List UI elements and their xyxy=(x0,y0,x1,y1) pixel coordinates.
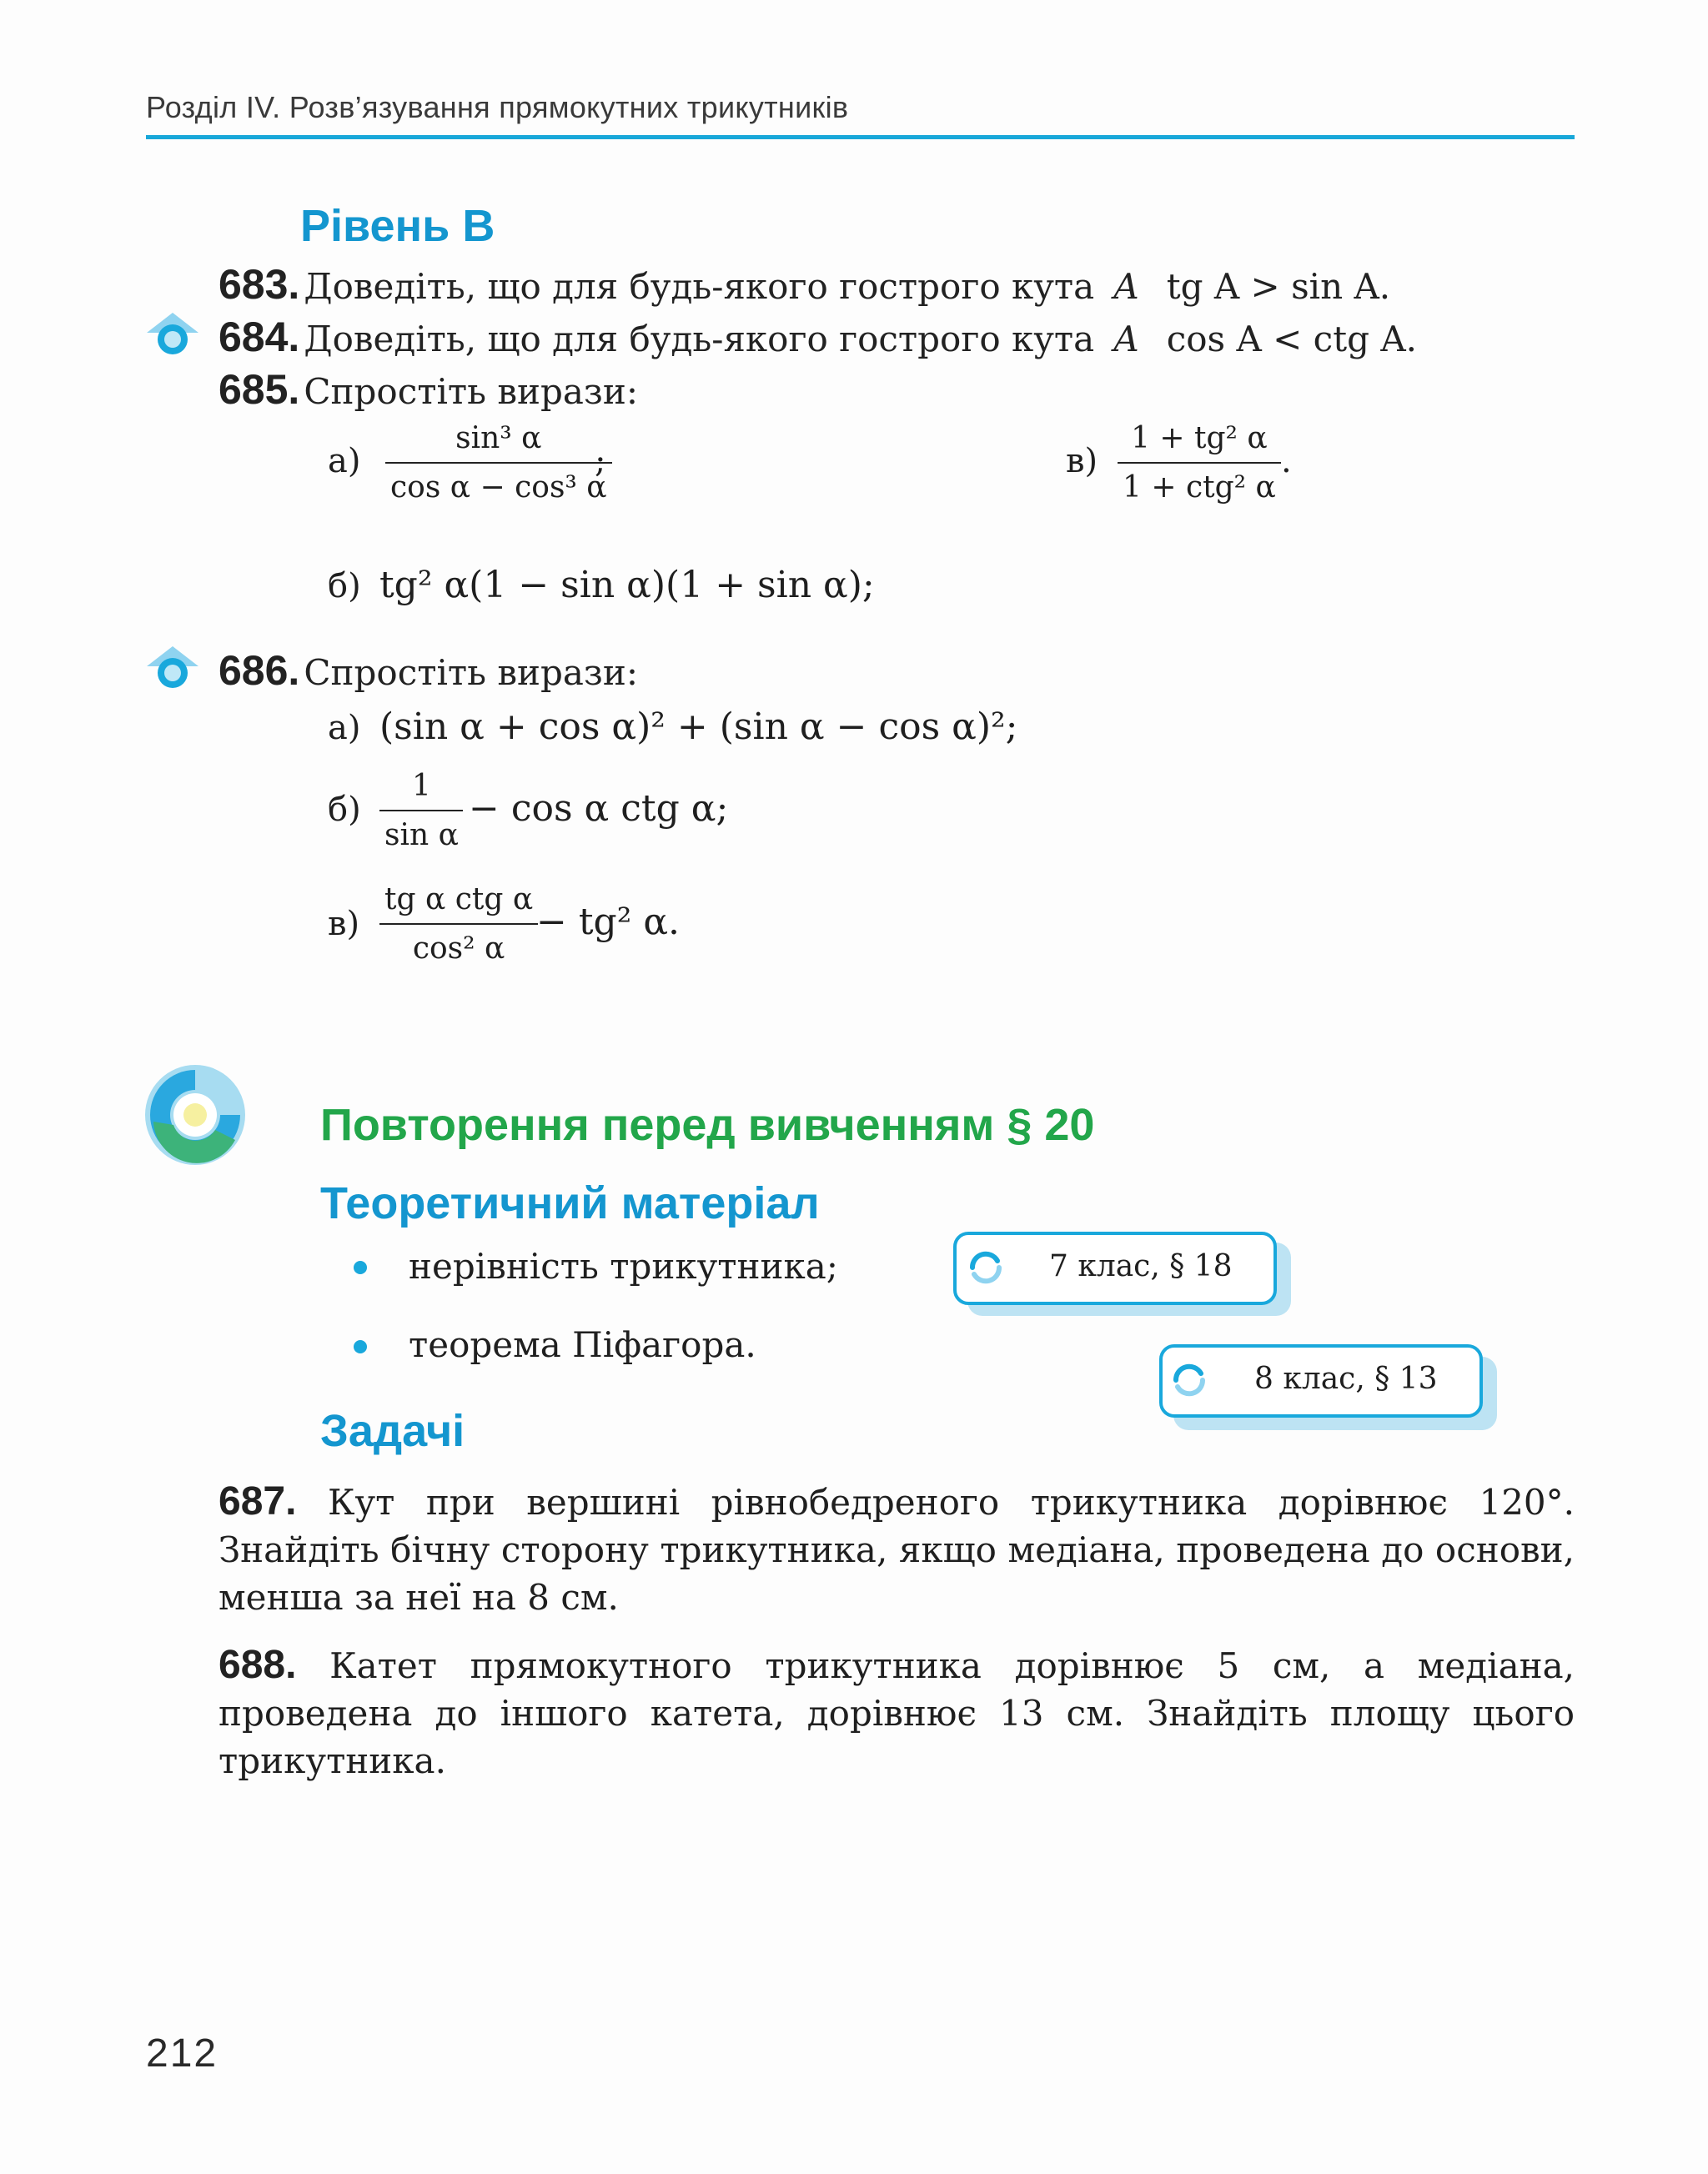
theory-title: Теоретичний матеріал xyxy=(320,1178,820,1228)
reference-label: 7 клас, § 18 xyxy=(1049,1249,1233,1283)
refresh-icon xyxy=(966,1248,1006,1288)
problem-text: Спростіть вирази: xyxy=(304,652,638,693)
bullet-dot xyxy=(354,1340,367,1353)
page-number: 212 xyxy=(146,2031,219,2076)
fraction-686v xyxy=(379,882,538,966)
expression-686b-tail: − cos α ctg α; xyxy=(469,787,729,830)
expression-686a: (sin α + cos α)² + (sin α − cos α)²; xyxy=(379,705,1018,748)
fraction-denominator: sin α xyxy=(384,818,459,852)
punctuation: ; xyxy=(595,442,606,480)
variable: A xyxy=(1113,319,1139,359)
fraction-685a xyxy=(385,421,612,505)
fraction-denominator: 1 + ctg² α xyxy=(1123,470,1276,505)
problem-number: 684. xyxy=(219,314,300,360)
fraction-numerator: 1 + tg² α xyxy=(1131,421,1268,455)
subitem-label: б) xyxy=(328,567,361,605)
problem-number: 688. xyxy=(219,1643,297,1687)
review-section-icon xyxy=(143,1063,248,1167)
subitem-label: в) xyxy=(328,905,360,943)
math-inequality: cos A < ctg A. xyxy=(1166,319,1418,359)
tasks-title: Задачі xyxy=(320,1406,465,1456)
problem-687 xyxy=(219,1478,1575,1621)
header-divider xyxy=(146,135,1575,139)
problem-text: Доведіть, що для будь-якого гострого кута xyxy=(304,319,1095,359)
level-title: Рівень В xyxy=(300,201,495,251)
bullet-dot xyxy=(354,1261,367,1274)
subitem-label: в) xyxy=(1066,442,1098,480)
theory-item: теорема Піфагора. xyxy=(409,1324,756,1365)
fraction-denominator: cos² α xyxy=(412,931,505,966)
fraction-numerator: sin³ α xyxy=(455,421,542,455)
fraction-denominator: cos α − cos³ α xyxy=(390,470,607,505)
problem-number: 683. xyxy=(219,261,300,308)
problem-text: Спростіть вирази: xyxy=(304,371,638,412)
problem-text: Катет прямокутного трикутника дорівнює 5 см, а медіана, проведена до іншого катета, дорівнює 13 см. Знайдіть площу цього трикутника. xyxy=(219,1645,1575,1781)
difficulty-marker-icon xyxy=(143,638,202,696)
math-inequality: tg A > sin A. xyxy=(1166,266,1391,307)
problem-number: 685. xyxy=(219,366,300,413)
subitem-label: а) xyxy=(328,709,361,747)
expression-686v-tail: − tg² α. xyxy=(536,901,681,943)
punctuation: . xyxy=(1281,442,1292,480)
problem-684 xyxy=(219,313,1417,361)
problem-number: 687. xyxy=(219,1479,297,1524)
problem-686 xyxy=(219,646,638,695)
fraction-685v xyxy=(1118,421,1281,505)
difficulty-marker-icon xyxy=(143,304,202,363)
reference-label: 8 клас, § 13 xyxy=(1254,1362,1438,1396)
problem-688 xyxy=(219,1641,1575,1785)
fraction-686b xyxy=(379,769,464,852)
subitem-label: б) xyxy=(328,791,361,829)
problem-text: Кут при вершині рівнобедреного трикутника дорівнює 120°. Знайдіть бічну сторону трикутника, якщо медіана, проведена до основи, менша за неї на 8 см. xyxy=(219,1482,1575,1618)
problem-683 xyxy=(219,260,1390,309)
subitem-label: а) xyxy=(328,442,361,480)
variable: A xyxy=(1113,266,1139,307)
refresh-icon xyxy=(1169,1360,1209,1400)
fraction-numerator: 1 xyxy=(412,769,431,803)
problem-number: 686. xyxy=(219,647,300,694)
running-header: Розділ IV. Розв’язування прямокутних трикутників xyxy=(146,90,849,124)
review-section-title: Повторення перед вивченням § 20 xyxy=(320,1100,1095,1150)
theory-item: нерівність трикутника; xyxy=(409,1246,838,1287)
problem-text: Доведіть, що для будь-якого гострого кута xyxy=(304,266,1095,307)
problem-685 xyxy=(219,365,638,414)
fraction-numerator: tg α ctg α xyxy=(384,882,534,916)
expression-685b: tg² α(1 − sin α)(1 + sin α); xyxy=(379,564,875,606)
